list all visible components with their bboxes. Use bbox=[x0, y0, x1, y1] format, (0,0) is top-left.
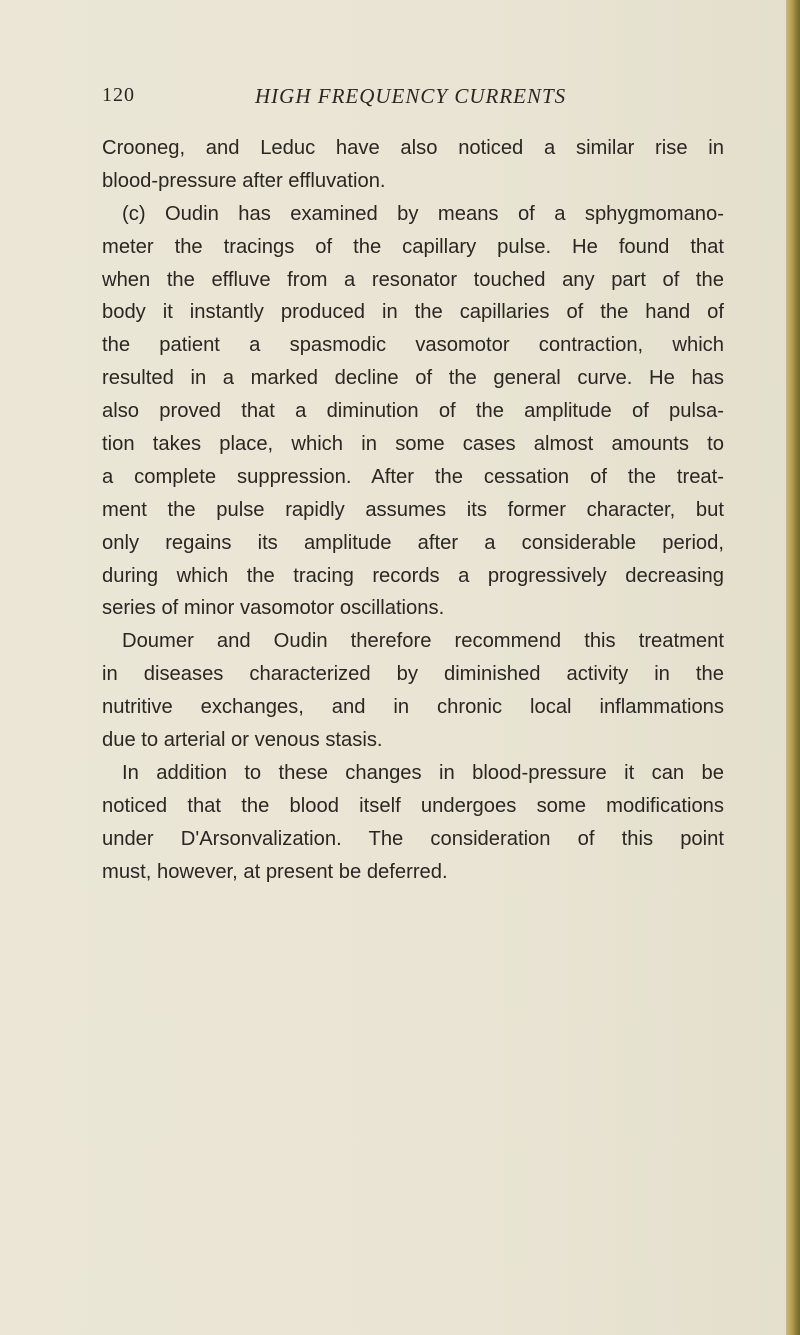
text-line: blood-pressure after effluvation. bbox=[102, 169, 386, 192]
text-line: meter the tracings of the capillary pulse. He found that bbox=[102, 235, 724, 258]
text-line: only regains its amplitude after a considerable period, bbox=[102, 531, 724, 554]
text-line: series of minor vasomotor oscillations. bbox=[102, 597, 445, 620]
text-line: (c) Oudin has examined by means of a sphygmomano- bbox=[122, 202, 724, 225]
text-line: nutritive exchanges, and in chronic local inflammations bbox=[102, 696, 724, 719]
text-line: tion takes place, which in some cases almost amounts to bbox=[102, 433, 724, 456]
text-line: under D'Arsonvalization. The consideration of this point bbox=[102, 827, 724, 850]
page-edge bbox=[786, 0, 800, 1335]
page-header bbox=[102, 84, 722, 118]
text-line: due to arterial or venous stasis. bbox=[102, 729, 383, 752]
text-line: the patient a spasmodic vasomotor contraction, which bbox=[102, 334, 724, 357]
text-line: body it instantly produced in the capillaries of the hand of bbox=[102, 301, 724, 324]
text-line: a complete suppression. After the cessation of the treat- bbox=[102, 465, 724, 488]
text-line: in diseases characterized by diminished activity in the bbox=[102, 663, 724, 686]
text-line: during which the tracing records a progressively decreasing bbox=[102, 564, 724, 587]
text-line: when the effluve from a resonator touched any part of the bbox=[102, 268, 724, 291]
text-line: noticed that the blood itself undergoes some modifications bbox=[102, 794, 724, 817]
body-text bbox=[102, 132, 724, 888]
text-line: Doumer and Oudin therefore recommend this treatment bbox=[122, 630, 724, 653]
text-line: In addition to these changes in blood-pressure it can be bbox=[122, 761, 724, 784]
text-line: Crooneg, and Leduc have also noticed a similar rise in bbox=[102, 137, 724, 159]
text-line: ment the pulse rapidly assumes its former character, but bbox=[102, 498, 724, 521]
running-head: HIGH FREQUENCY CURRENTS bbox=[255, 84, 567, 108]
text-line: resulted in a marked decline of the general curve. He has bbox=[102, 367, 724, 390]
page-number: 120 bbox=[102, 84, 135, 106]
text-line: must, however, at present be deferred. bbox=[102, 860, 448, 883]
text-line: also proved that a diminution of the amplitude of pulsa- bbox=[102, 400, 724, 423]
